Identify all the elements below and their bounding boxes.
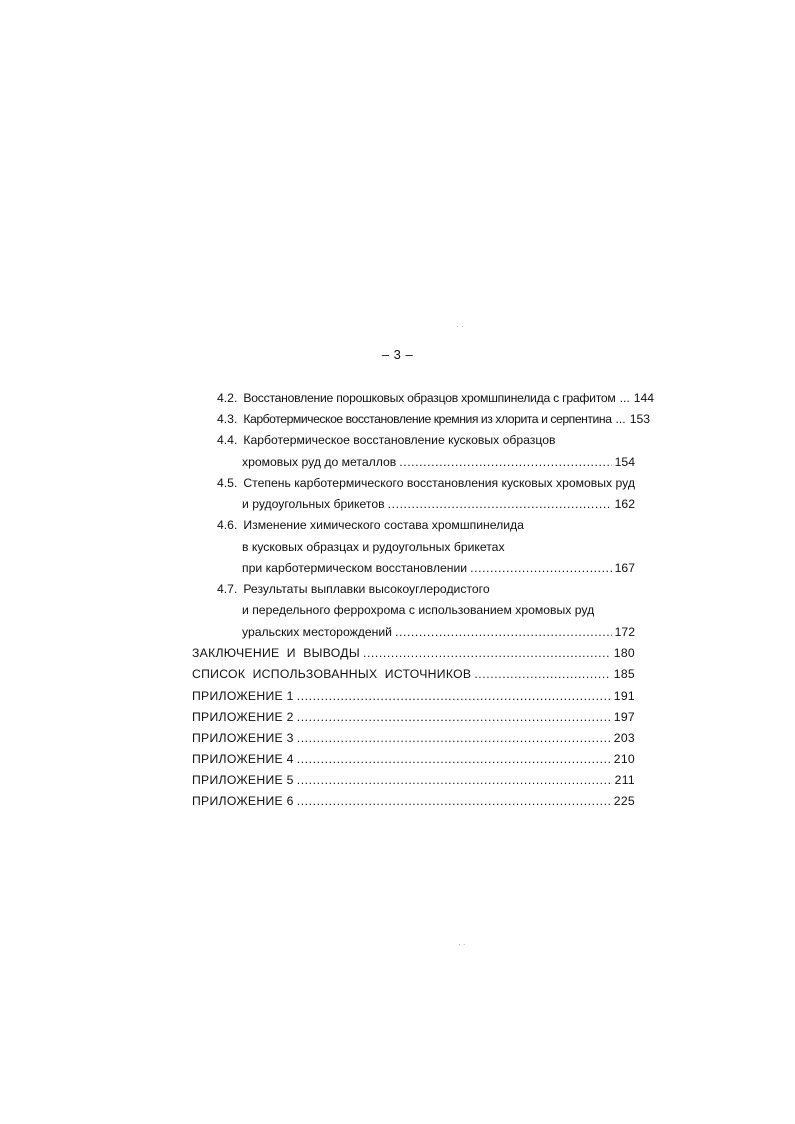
toc-leader-dots [388, 496, 612, 512]
toc-entry-title: Результаты выплавки высокоуглеродистого [243, 582, 490, 596]
toc-leader-dots [395, 624, 612, 640]
toc-entry-title-cont: хромовых руд до металлов [242, 455, 397, 469]
toc-entry-title: Восстановление порошковых образцов хромшпинелида с графитом [243, 391, 616, 405]
toc-entry-page: 185 [613, 667, 635, 681]
toc-leader-dots [474, 666, 610, 682]
toc-entry-title: Карботермическое восстановление кусковых образцов [243, 433, 556, 447]
toc-entry-appendix-5 [192, 772, 635, 788]
toc-entry-title: ПРИЛОЖЕНИЕ 6 [192, 794, 294, 808]
toc-entry-4-7-cont-1 [242, 602, 635, 618]
toc-entry-title: ПРИЛОЖЕНИЕ 3 [192, 731, 294, 745]
toc-entry-appendix-2 [192, 709, 635, 725]
toc-leader-dots [470, 560, 612, 576]
toc-entry-4-4-cont [242, 454, 635, 470]
toc-entry-4-6 [217, 517, 635, 533]
toc-entry-dots: ... [615, 412, 626, 426]
toc-entry-page: 191 [613, 689, 635, 703]
scan-speck: · · [456, 322, 464, 331]
scan-speck: · · [458, 940, 466, 949]
toc-entry-title: ПРИЛОЖЕНИЕ 1 [192, 689, 294, 703]
toc-entry-4-7 [217, 581, 635, 597]
toc-entry-page: 203 [613, 731, 635, 745]
toc-entry-title: Карботермическое восстановление кремния из хлорита и серпентина [243, 412, 612, 426]
toc-leader-dots [297, 688, 611, 704]
toc-entry-title-cont: и передельного феррохрома с использованием хромовых руд [242, 603, 595, 617]
toc-entry-appendix-1 [192, 688, 635, 704]
toc-entry-4-3 [217, 411, 651, 427]
toc-entry-title-cont: и рудоугольных брикетов [242, 497, 385, 511]
toc-leader-dots [297, 793, 611, 809]
toc-entry-title: ЗАКЛЮЧЕНИЕ И ВЫВОДЫ [192, 646, 360, 660]
toc-leader-dots [297, 709, 611, 725]
toc-entry-page: 153 [629, 412, 651, 426]
toc-leader-dots [297, 751, 611, 767]
toc-entry-4-7-cont-2 [242, 624, 635, 640]
toc-entry-number: 4.6. [217, 518, 238, 532]
toc-entry-title-cont: уральских месторождений [242, 625, 392, 639]
toc-entry-number: 4.3. [217, 412, 238, 426]
toc-entry-4-5 [217, 475, 635, 491]
toc-entry-4-6-cont-1 [242, 539, 635, 555]
toc-entry-title: ПРИЛОЖЕНИЕ 5 [192, 773, 294, 787]
toc-entry-page: 210 [613, 752, 635, 766]
toc-entry-page: 225 [613, 794, 635, 808]
toc-entry-title-cont: при карботермическом восстановлении [242, 561, 468, 575]
toc-entry-number: 4.5. [217, 476, 238, 490]
toc-entry-dots: ... [619, 391, 630, 405]
toc-entry-page: 180 [613, 646, 635, 660]
toc-entry-appendix-4 [192, 751, 635, 767]
toc-entry-title: Степень карботермического восстановления кусковых хромовых руд [243, 476, 635, 490]
toc-entry-title: ПРИЛОЖЕНИЕ 4 [192, 752, 294, 766]
toc-entry-page: 144 [633, 391, 655, 405]
toc-entry-4-6-cont-2 [242, 560, 635, 576]
toc-entry-appendix-6 [192, 793, 635, 809]
toc-entry-title: ПРИЛОЖЕНИЕ 2 [192, 710, 294, 724]
toc-entry-title: СПИСОК ИСПОЛЬЗОВАННЫХ ИСТОЧНИКОВ [192, 667, 472, 681]
toc-entry-title-cont: в кусковых образцах и рудоугольных брикетах [242, 540, 505, 554]
toc-entry-page: 172 [614, 625, 635, 639]
toc-leader-dots [297, 772, 612, 788]
toc-entry-number: 4.4. [217, 433, 238, 447]
page-number: – 3 – [381, 347, 414, 362]
toc-leader-dots [399, 454, 611, 470]
toc-entry-page: 154 [614, 455, 635, 469]
toc-entry-title: Изменение химического состава хромшпинелида [243, 518, 524, 532]
toc-entry-number: 4.2. [217, 391, 238, 405]
toc-entry-references [192, 666, 635, 682]
toc-entry-page: 167 [614, 561, 635, 575]
toc-entry-page: 211 [614, 773, 635, 787]
toc-entry-4-5-cont [242, 496, 635, 512]
toc-entry-4-2 [217, 390, 655, 406]
toc-entry-4-4 [217, 432, 635, 448]
toc-entry-number: 4.7. [217, 582, 238, 596]
toc-leader-dots [297, 730, 611, 746]
toc-entry-page: 162 [614, 497, 635, 511]
toc-entry-page: 197 [613, 710, 635, 724]
toc-leader-dots [363, 645, 611, 661]
toc-entry-appendix-3 [192, 730, 635, 746]
toc-entry-conclusions [192, 645, 635, 661]
